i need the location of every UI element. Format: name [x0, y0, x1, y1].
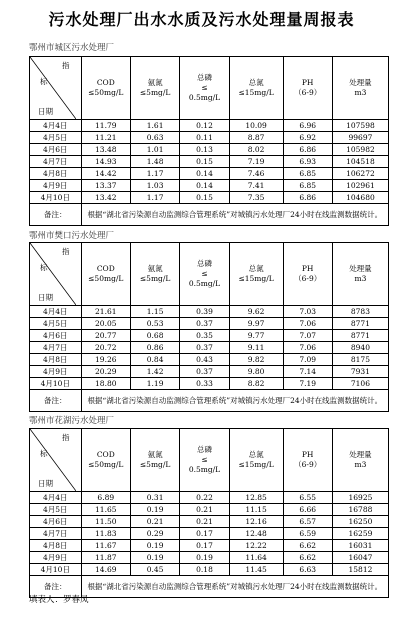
- nitrogen-cell: 7.41: [229, 180, 283, 192]
- nitrogen-cell: 11.15: [229, 504, 283, 516]
- cod-limit: ≤50mg/L: [88, 88, 124, 97]
- ammonia-header-cell: [130, 57, 179, 120]
- cod-cell: 14.93: [81, 156, 130, 168]
- cod-cell: 6.89: [81, 492, 130, 504]
- phosphorus-header: 总磷: [196, 73, 212, 82]
- ph-cell: 6.85: [283, 168, 332, 180]
- table-row: [30, 528, 389, 540]
- ammonia-cell: 1.15: [130, 306, 179, 318]
- volume-cell: 16250: [332, 516, 388, 528]
- corner-header: [30, 429, 82, 492]
- date-cell: 4月9日: [30, 180, 82, 192]
- ph-range: （6-9）: [294, 88, 322, 97]
- phosphorus-cell: 0.14: [180, 168, 229, 180]
- cod-cell: 13.37: [81, 180, 130, 192]
- volume-cell: 99697: [332, 132, 388, 144]
- cod-header-cell: [81, 243, 130, 306]
- cod-header: COD: [96, 264, 115, 273]
- phosphorus-cell: 0.43: [180, 354, 229, 366]
- cod-cell: 11.67: [81, 540, 130, 552]
- ammonia-cell: 0.53: [130, 318, 179, 330]
- table-row: [30, 330, 389, 342]
- date-cell: 4月6日: [30, 330, 82, 342]
- ammonia-header: 氨氮: [147, 450, 163, 459]
- ph-cell: 7.09: [283, 354, 332, 366]
- cod-cell: 14.42: [81, 168, 130, 180]
- date-cell: 4月8日: [30, 168, 82, 180]
- table-row: [30, 180, 389, 192]
- date-cell: 4月10日: [30, 192, 82, 204]
- volume-cell: 102961: [332, 180, 388, 192]
- cod-cell: 20.05: [81, 318, 130, 330]
- phosphorus-cell: 0.17: [180, 540, 229, 552]
- ammonia-header-cell: [130, 429, 179, 492]
- phosphorus-cell: 0.15: [180, 156, 229, 168]
- date-cell: 4月6日: [30, 516, 82, 528]
- ph-cell: 6.85: [283, 180, 332, 192]
- ph-range: （6-9）: [294, 274, 322, 283]
- cod-header: COD: [96, 78, 115, 87]
- table-row: [30, 366, 389, 378]
- cod-cell: 20.29: [81, 366, 130, 378]
- phosphorus-cell: 0.39: [180, 306, 229, 318]
- ammonia-header: 氨氮: [147, 264, 163, 273]
- header-row: [30, 429, 389, 492]
- table-row: [30, 168, 389, 180]
- nitrogen-cell: 9.62: [229, 306, 283, 318]
- ph-cell: 7.03: [283, 306, 332, 318]
- nitrogen-cell: 12.48: [229, 528, 283, 540]
- volume-cell: 7931: [332, 366, 388, 378]
- nitrogen-cell: 8.02: [229, 144, 283, 156]
- cod-cell: 11.87: [81, 552, 130, 564]
- phosphorus-limit: 0.5mg/L: [188, 93, 221, 102]
- cod-cell: 13.48: [81, 144, 130, 156]
- volume-cell: 106272: [332, 168, 388, 180]
- cod-cell: 18.80: [81, 378, 130, 390]
- table-row: [30, 504, 389, 516]
- corner-label-biao: 标: [40, 263, 48, 272]
- cod-cell: 11.79: [81, 120, 130, 132]
- table-row: [30, 318, 389, 330]
- nitrogen-header: 总氮: [248, 264, 264, 273]
- nitrogen-cell: 11.64: [229, 552, 283, 564]
- volume-cell: 104680: [332, 192, 388, 204]
- ammonia-cell: 0.84: [130, 354, 179, 366]
- ammonia-cell: 1.01: [130, 144, 179, 156]
- phosphorus-cell: 0.37: [180, 342, 229, 354]
- table-row: [30, 378, 389, 390]
- nitrogen-header: 总氮: [248, 78, 264, 87]
- phosphorus-cell: 0.21: [180, 516, 229, 528]
- ammonia-cell: 0.86: [130, 342, 179, 354]
- ph-cell: 6.57: [283, 516, 332, 528]
- nitrogen-cell: 11.45: [229, 564, 283, 576]
- corner-label-zhi: 指: [62, 247, 70, 256]
- water-quality-table: [29, 56, 389, 226]
- nitrogen-cell: 12.85: [229, 492, 283, 504]
- phosphorus-cell: 0.13: [180, 144, 229, 156]
- date-cell: 4月7日: [30, 528, 82, 540]
- corner-label-zhi: 指: [62, 433, 70, 442]
- ammonia-header: 氨氮: [147, 78, 163, 87]
- ammonia-cell: 1.03: [130, 180, 179, 192]
- ph-cell: 6.62: [283, 552, 332, 564]
- volume-cell: 105982: [332, 144, 388, 156]
- ammonia-cell: 1.19: [130, 378, 179, 390]
- corner-label-date: 日期: [38, 107, 53, 116]
- ph-cell: 6.96: [283, 120, 332, 132]
- phosphorus-cell: 0.37: [180, 318, 229, 330]
- phosphorus-cell: 0.19: [180, 552, 229, 564]
- volume-cell: 8940: [332, 342, 388, 354]
- plant-name: 鄂州市樊口污水处理厂: [29, 231, 115, 241]
- ph-cell: 6.92: [283, 132, 332, 144]
- volume-header: 处理量: [349, 264, 372, 273]
- nitrogen-cell: 7.46: [229, 168, 283, 180]
- table-row: [30, 306, 389, 318]
- table-row: [30, 540, 389, 552]
- volume-header-cell: [332, 243, 388, 306]
- ammonia-cell: 1.42: [130, 366, 179, 378]
- date-cell: 4月5日: [30, 318, 82, 330]
- table-row: [30, 492, 389, 504]
- table-row: [30, 120, 389, 132]
- ph-cell: 6.63: [283, 564, 332, 576]
- date-cell: 4月10日: [30, 378, 82, 390]
- corner-header: [30, 243, 82, 306]
- date-cell: 4月6日: [30, 144, 82, 156]
- date-cell: 4月8日: [30, 354, 82, 366]
- ammonia-cell: 1.61: [130, 120, 179, 132]
- note-text: 根据“湖北省污染源自动监测综合管理系统”对城镇污水处理厂24小时在线监测数据统计。: [81, 576, 388, 598]
- ammonia-cell: 0.29: [130, 528, 179, 540]
- ammonia-cell: 0.68: [130, 330, 179, 342]
- volume-header: 处理量: [349, 450, 372, 459]
- ph-header: PH: [301, 78, 314, 87]
- plant-name: 鄂州市花湖污水处理厂: [29, 416, 115, 426]
- nitrogen-header-cell: [229, 429, 283, 492]
- phosphorus-header-cell: [180, 243, 229, 306]
- date-cell: 4月9日: [30, 552, 82, 564]
- volume-cell: 15812: [332, 564, 388, 576]
- cod-cell: 13.42: [81, 192, 130, 204]
- ph-cell: 7.19: [283, 378, 332, 390]
- cod-cell: 20.72: [81, 342, 130, 354]
- corner-label-biao: 标: [40, 449, 48, 458]
- volume-cell: 16259: [332, 528, 388, 540]
- phosphorus-limit: 0.5mg/L: [188, 465, 221, 474]
- cod-cell: 11.21: [81, 132, 130, 144]
- table-row: [30, 564, 389, 576]
- nitrogen-cell: 8.82: [229, 378, 283, 390]
- water-quality-table: [29, 428, 389, 598]
- cod-header-cell: [81, 429, 130, 492]
- ph-header-cell: [283, 243, 332, 306]
- nitrogen-limit: ≤15mg/L: [238, 460, 274, 469]
- nitrogen-cell: 9.11: [229, 342, 283, 354]
- phosphorus-cell: 0.17: [180, 528, 229, 540]
- nitrogen-cell: 10.09: [229, 120, 283, 132]
- ph-cell: 7.14: [283, 366, 332, 378]
- volume-unit: m3: [354, 274, 367, 283]
- nitrogen-cell: 12.22: [229, 540, 283, 552]
- volume-cell: 104518: [332, 156, 388, 168]
- phosphorus-header-cell: [180, 57, 229, 120]
- note-label: 备注：: [30, 204, 82, 226]
- ammonia-limit: ≤5mg/L: [139, 88, 171, 97]
- nitrogen-cell: 9.97: [229, 318, 283, 330]
- volume-cell: 8783: [332, 306, 388, 318]
- phosphorus-header: 总磷: [196, 259, 212, 268]
- corner-label-zhi: 指: [62, 61, 70, 70]
- ph-header-cell: [283, 57, 332, 120]
- cod-limit: ≤50mg/L: [88, 460, 124, 469]
- nitrogen-cell: 9.82: [229, 354, 283, 366]
- ph-cell: 6.55: [283, 492, 332, 504]
- table-row: [30, 552, 389, 564]
- phosphorus-cell: 0.35: [180, 330, 229, 342]
- volume-cell: 8771: [332, 318, 388, 330]
- ammonia-cell: 0.19: [130, 504, 179, 516]
- ammonia-limit: ≤5mg/L: [139, 274, 171, 283]
- cod-cell: 21.61: [81, 306, 130, 318]
- phosphorus-cell: 0.14: [180, 180, 229, 192]
- phosphorus-cell: 0.22: [180, 492, 229, 504]
- note-label: 备注：: [30, 390, 82, 412]
- nitrogen-cell: 9.77: [229, 330, 283, 342]
- volume-cell: 8771: [332, 330, 388, 342]
- volume-header: 处理量: [349, 78, 372, 87]
- volume-cell: 16788: [332, 504, 388, 516]
- plant-name: 鄂州市城区污水处理厂: [29, 43, 115, 53]
- volume-cell: 16031: [332, 540, 388, 552]
- ammonia-cell: 0.19: [130, 552, 179, 564]
- phosphorus-cell: 0.33: [180, 378, 229, 390]
- nitrogen-cell: 7.35: [229, 192, 283, 204]
- cod-header-cell: [81, 57, 130, 120]
- nitrogen-cell: 9.80: [229, 366, 283, 378]
- report-title: 污水处理厂出水水质及污水处理量周报表: [48, 10, 355, 29]
- date-cell: 4月4日: [30, 120, 82, 132]
- table-row: [30, 342, 389, 354]
- phosphorus-header: 总磷: [196, 445, 212, 454]
- phosphorus-cell: 0.11: [180, 132, 229, 144]
- volume-cell: 16925: [332, 492, 388, 504]
- cod-limit: ≤50mg/L: [88, 274, 124, 283]
- ammonia-cell: 1.17: [130, 168, 179, 180]
- ph-cell: 6.86: [283, 192, 332, 204]
- phosphorus-cell: 0.18: [180, 564, 229, 576]
- table-row: [30, 192, 389, 204]
- cod-cell: 11.50: [81, 516, 130, 528]
- corner-label-biao: 标: [40, 77, 48, 86]
- nitrogen-header: 总氮: [248, 450, 264, 459]
- ph-cell: 6.59: [283, 528, 332, 540]
- note-label: 备注：: [30, 576, 82, 598]
- date-cell: 4月5日: [30, 132, 82, 144]
- water-quality-table: [29, 242, 389, 412]
- nitrogen-cell: 8.87: [229, 132, 283, 144]
- phosphorus-limit-symbol: ≤: [201, 269, 208, 278]
- header-row: [30, 243, 389, 306]
- ammonia-cell: 0.31: [130, 492, 179, 504]
- table-row: [30, 156, 389, 168]
- corner-label-date: 日期: [38, 479, 53, 488]
- ph-header: PH: [301, 264, 314, 273]
- date-cell: 4月5日: [30, 504, 82, 516]
- ammonia-cell: 0.19: [130, 540, 179, 552]
- cod-cell: 19.26: [81, 354, 130, 366]
- corner-label-date: 日期: [38, 293, 53, 302]
- phosphorus-limit-symbol: ≤: [201, 83, 208, 92]
- ammonia-limit: ≤5mg/L: [139, 460, 171, 469]
- date-cell: 4月10日: [30, 564, 82, 576]
- filler-line: 填表人：罗春凤: [29, 595, 89, 605]
- phosphorus-limit: 0.5mg/L: [188, 279, 221, 288]
- volume-header-cell: [332, 429, 388, 492]
- date-cell: 4月8日: [30, 540, 82, 552]
- table-row: [30, 132, 389, 144]
- note-text: 根据“湖北省污染源自动监测综合管理系统”对城镇污水处理厂24小时在线监测数据统计。: [81, 390, 388, 412]
- cod-header: COD: [96, 450, 115, 459]
- nitrogen-header-cell: [229, 57, 283, 120]
- nitrogen-cell: 7.19: [229, 156, 283, 168]
- ph-cell: 7.07: [283, 330, 332, 342]
- cod-cell: 14.69: [81, 564, 130, 576]
- ph-cell: 6.66: [283, 504, 332, 516]
- nitrogen-cell: 12.16: [229, 516, 283, 528]
- volume-cell: 8175: [332, 354, 388, 366]
- header-row: [30, 57, 389, 120]
- note-text: 根据“湖北省污染源自动监测综合管理系统”对城镇污水处理厂24小时在线监测数据统计。: [81, 204, 388, 226]
- volume-header-cell: [332, 57, 388, 120]
- volume-unit: m3: [354, 88, 367, 97]
- phosphorus-cell: 0.37: [180, 366, 229, 378]
- date-cell: 4月9日: [30, 366, 82, 378]
- nitrogen-header-cell: [229, 243, 283, 306]
- ph-cell: 6.93: [283, 156, 332, 168]
- phosphorus-header-cell: [180, 429, 229, 492]
- ph-header: PH: [301, 450, 314, 459]
- ammonia-header-cell: [130, 243, 179, 306]
- note-row: [30, 390, 389, 412]
- cod-cell: 11.65: [81, 504, 130, 516]
- ph-cell: 7.06: [283, 318, 332, 330]
- ph-cell: 6.62: [283, 540, 332, 552]
- nitrogen-limit: ≤15mg/L: [238, 88, 274, 97]
- table-row: [30, 354, 389, 366]
- volume-cell: 7106: [332, 378, 388, 390]
- ph-cell: 7.06: [283, 342, 332, 354]
- note-row: [30, 204, 389, 226]
- corner-header: [30, 57, 82, 120]
- date-cell: 4月7日: [30, 156, 82, 168]
- ph-range: （6-9）: [294, 460, 322, 469]
- phosphorus-cell: 0.12: [180, 120, 229, 132]
- date-cell: 4月7日: [30, 342, 82, 354]
- date-cell: 4月4日: [30, 492, 82, 504]
- ammonia-cell: 0.45: [130, 564, 179, 576]
- ammonia-cell: 1.17: [130, 192, 179, 204]
- date-cell: 4月4日: [30, 306, 82, 318]
- table-row: [30, 516, 389, 528]
- cod-cell: 20.77: [81, 330, 130, 342]
- cod-cell: 11.83: [81, 528, 130, 540]
- volume-cell: 16047: [332, 552, 388, 564]
- phosphorus-cell: 0.15: [180, 192, 229, 204]
- ph-header-cell: [283, 429, 332, 492]
- nitrogen-limit: ≤15mg/L: [238, 274, 274, 283]
- ph-cell: 6.86: [283, 144, 332, 156]
- phosphorus-limit-symbol: ≤: [201, 455, 208, 464]
- ammonia-cell: 0.63: [130, 132, 179, 144]
- ammonia-cell: 0.21: [130, 516, 179, 528]
- table-row: [30, 144, 389, 156]
- ammonia-cell: 1.48: [130, 156, 179, 168]
- volume-cell: 107598: [332, 120, 388, 132]
- phosphorus-cell: 0.21: [180, 504, 229, 516]
- volume-unit: m3: [354, 460, 367, 469]
